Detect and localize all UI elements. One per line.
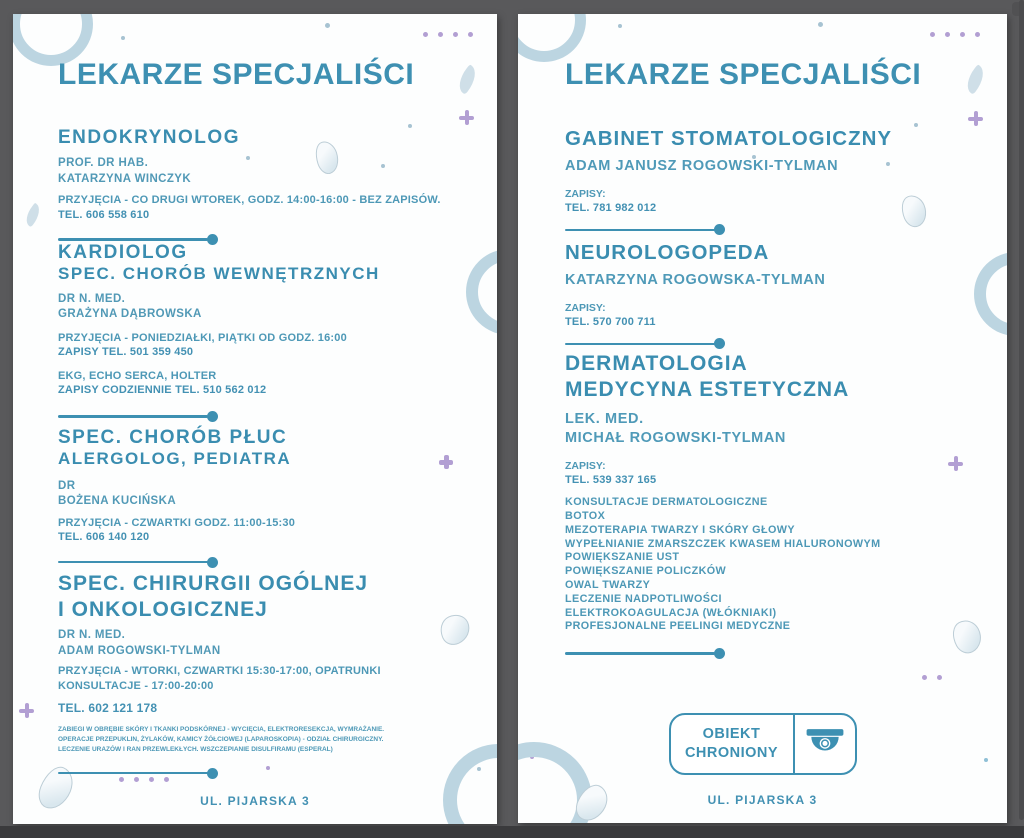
dot-decoration (325, 23, 330, 28)
list-item: KONSULTACJE DERMATOLOGICZNE (565, 496, 768, 509)
list-item: LECZENIE NADPOTLIWOŚCI (565, 592, 722, 605)
section-kardiolog (58, 241, 473, 422)
services-list (565, 496, 983, 634)
dome-camera-icon (795, 715, 855, 773)
list-item: POWIĘKSZANIE POLICZKÓW (565, 565, 727, 578)
doctor-name: ADAM JANUSZ ROGOWSKI-TYLMAN (565, 158, 839, 175)
phone-number: TEL. 606 558 610 (58, 208, 150, 221)
section-chorob-pluc (58, 426, 473, 568)
section-divider (565, 648, 983, 659)
phone-number: ZAPISY CODZIENNIE TEL. 510 562 012 (58, 383, 267, 396)
leaf-decoration (453, 64, 481, 95)
zapisy-label: ZAPISY: (565, 301, 606, 314)
section-endokrynolog (58, 126, 473, 245)
dot-decoration (937, 675, 942, 680)
zapisy-label: ZAPISY: (565, 459, 606, 472)
dot-decoration (984, 758, 988, 762)
phone-number: TEL. 602 121 178 (58, 700, 158, 715)
section-neurologopeda (565, 240, 983, 349)
leaf-decoration (21, 203, 44, 228)
section-divider (58, 557, 473, 568)
doctor-name: LEK. MED. MICHAŁ ROGOWSKI-TYLMAN (565, 410, 787, 447)
address-footer: UL. PIJARSKA 3 (707, 793, 818, 807)
doctor-name: KATARZYNA ROGOWSKA-TYLMAN (565, 272, 826, 289)
phone-number: TEL. 539 337 165 (565, 473, 657, 486)
list-item: POWIĘKSZANIE UST (565, 551, 680, 564)
dot-decoration (922, 675, 927, 680)
phone-number: TEL. 606 140 120 (58, 531, 150, 544)
list-item: OWAL TWARZY (565, 578, 651, 591)
list-item: OPERACJE PRZEPUKLIN, ŻYLAKÓW, KAMICY ŻÓŁCIOWEJ (LAPAROSKOPIA) - ODZIAŁ CHIRURGICZNY. (58, 736, 384, 744)
visit-details: PRZYJĘCIA - CZWARTKI GODZ. 11:00-15:30 TEL. 606 140 120 (58, 516, 473, 545)
list-item: PROFESJONALNE PEELINGI MEDYCZNE (565, 620, 791, 633)
section-dermatologia (565, 351, 983, 659)
plus-decoration (459, 110, 474, 125)
phone-number: TEL. 570 700 711 (565, 315, 656, 328)
section-heading: KARDIOLOG SPEC. CHORÓB WEWNĘTRZNYCH (58, 242, 380, 284)
fine-print (58, 725, 473, 754)
protected-object-badge (669, 713, 857, 775)
plus-decoration (968, 111, 983, 126)
poster-title: LEKARZE SPECJALIŚCI (58, 58, 415, 91)
list-item: LECZENIE URAZÓW I RAN PRZEWLEKŁYCH. WSZCZEPIANIE DISULFIRAMU (ESPERAL) (58, 745, 333, 753)
visit-details: EKG, ECHO SERCA, HOLTER ZAPISY CODZIENNIE TEL. 510 562 012 (58, 369, 473, 398)
right-poster (518, 14, 1007, 823)
doctor-name: DR BOŻENA KUCIŃSKA (58, 479, 177, 508)
badge-label: OBIEKT CHRONIONY (671, 715, 795, 773)
section-heading: ENDOKRYNOLOG (58, 127, 240, 148)
section-divider (58, 411, 473, 422)
dot-decoration (618, 24, 622, 28)
list-item: WYPEŁNIANIE ZMARSZCZEK KWASEM HIALURONOWYM (565, 537, 881, 550)
phone-number: TEL. 781 982 012 (565, 201, 657, 214)
section-divider (565, 224, 983, 235)
plus-decoration (19, 703, 34, 718)
address-footer: UL. PIJARSKA 3 (200, 794, 310, 808)
zapisy-label: ZAPISY: (565, 187, 606, 200)
section-divider (565, 338, 983, 349)
window-bottom-edge (0, 826, 1024, 838)
section-heading: SPEC. CHIRURGII OGÓLNEJ I ONKOLOGICZNEJ (58, 572, 369, 621)
visit-details: PRZYJĘCIA - WTORKI, CZWARTKI 15:30-17:00, OPATRUNKI KONSULTACJE - 17:00-20:00 (58, 665, 381, 692)
left-poster (13, 14, 497, 824)
section-heading: NEUROLOGOPEDA (565, 241, 770, 264)
doctor-name: DR N. MED. ADAM ROGOWSKI-TYLMAN (58, 629, 221, 657)
dot-decoration (818, 22, 823, 27)
section-divider (58, 768, 473, 779)
poster-title: LEKARZE SPECJALIŚCI (565, 58, 922, 91)
vertical-scrollbar[interactable] (1019, 0, 1024, 820)
list-item: BOTOX (565, 509, 606, 522)
list-item: ZABIEGI W OBRĘBIE SKÓRY I TKANKI PODSKÓRNEJ - WYCIĘCIA, ELEKTRORESEKCJA, WYMRAŻANIE. (58, 726, 385, 734)
section-chirurgia (58, 571, 473, 779)
list-item: MEZOTERAPIA TWARZY I SKÓRY GŁOWY (565, 523, 795, 536)
section-heading: DERMATOLOGIA MEDYCYNA ESTETYCZNA (565, 352, 850, 402)
doctor-name: DR N. MED. GRAŻYNA DĄBROWSKA (58, 292, 202, 321)
section-heading: SPEC. CHORÓB PŁUC ALERGOLOG, PEDIATRA (58, 427, 292, 469)
section-heading: GABINET STOMATOLOGICZNY (565, 127, 893, 150)
list-item: ELEKTROKOAGULACJA (WŁÓKNIAKI) (565, 606, 777, 619)
dot-decoration (477, 767, 481, 771)
section-stomatologia (565, 126, 983, 235)
dot-row-decoration (423, 32, 473, 37)
phone-number: ZAPISY TEL. 501 359 450 (58, 346, 194, 359)
ring-decoration (518, 14, 586, 62)
leaf-decoration (961, 64, 989, 95)
visit-details: PRZYJĘCIA - CO DRUGI WTOREK, GODZ. 14:00-16:00 - BEZ ZAPISÓW. TEL. 606 558 610 (58, 193, 473, 222)
doctor-name: PROF. DR HAB. KATARZYNA WINCZYK (58, 157, 192, 185)
visit-details: PRZYJĘCIA - PONIEDZIAŁKI, PIĄTKI OD GODZ. 16:00 ZAPISY TEL. 501 359 450 (58, 331, 473, 360)
dot-row-decoration (930, 32, 980, 37)
dot-decoration (121, 36, 125, 40)
